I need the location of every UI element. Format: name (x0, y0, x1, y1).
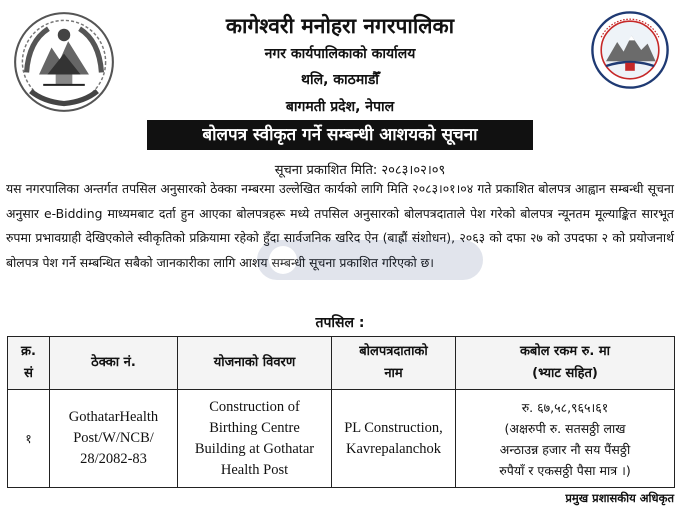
cell-bidder-line: Kavrepalanchok (345, 440, 441, 457)
cell-amount-line: अन्ठाउन्न हजार नौ सय पैंसठ्ठी (499, 441, 631, 457)
nepal-government-emblem-icon (12, 10, 116, 114)
header-amount-line: (भ्याट सहित) (532, 366, 598, 381)
cell-project-line: Health Post (220, 461, 289, 478)
cell-amount-line: (अक्षरुपी रु. सतसठ्ठी लाख (504, 420, 626, 436)
cell-bidder-line: PL Construction, (344, 419, 443, 436)
header-bid-amount (456, 337, 675, 390)
cell-amount-line: रु. ६७,५८,९६५।६१ (521, 399, 609, 415)
notice-body-line: यस नगरपालिका अन्तर्गत तपसिल अनुसारको ठेक्का नम्बरमा उल्लेखित कार्यको लागि मिति २०८३।०१।०४ गते प्रकाशित (6, 181, 535, 196)
header-bidder-line: नाम (384, 366, 403, 381)
municipality-logo-icon (590, 10, 670, 90)
cell-contract-line: Post/W/NCB/ (73, 430, 154, 446)
signatory-title: प्रमुख प्रशासकीय अधिकृत (565, 491, 674, 505)
cell-serial: १ (8, 390, 50, 488)
bid-schedule-table (7, 336, 675, 488)
header-serial (8, 337, 50, 390)
cell-project-line: Building at Gothatar (194, 440, 315, 457)
municipality-name: कागेश्वरी मनोहरा नगरपालिका (225, 14, 455, 38)
header-project-description: योजनाको विवरण (178, 337, 332, 390)
schedule-label: तपसिल : (315, 315, 365, 331)
cell-project-line: Construction of (209, 398, 300, 415)
cell-contract-line: 28/2082-83 (80, 451, 147, 467)
notice-body-line: सबैको जानकारीका लागि आशय सम्बन्धी सूचना प्रकाशित गरिएको छ। (124, 254, 434, 270)
cell-bidder-name (332, 390, 456, 488)
cell-contract-no (50, 390, 178, 488)
header-serial-line: सं (24, 366, 33, 381)
header-serial-line: क्र. (21, 344, 36, 359)
office-name: नगर कार्यपालिकाको कार्यालय (264, 46, 416, 62)
cell-contract-line: GothatarHealth (68, 409, 159, 425)
province-line: बागमती प्रदेश, नेपाल (285, 99, 395, 115)
cell-amount-line: रुपैयाँ र एकसठ्ठी पैसा मात्र ।) (499, 462, 631, 478)
notice-body-line: हुँदा सार्वजनिक खरिद ऐन (बाह्रौं संशोधन), २०६३ को दफा २७ को उपदफा २ को प्रयोजनार्थ बोलपत्र पेश गर्ने सम्बन्धित (6, 230, 674, 270)
table-header-row (8, 337, 675, 390)
header-contract-no: ठेक्का नं. (50, 337, 178, 390)
notice-body (6, 177, 674, 275)
header-bidder-line: बोलपत्रदाताको (359, 344, 428, 359)
table-row (8, 390, 675, 488)
published-date: सूचना प्रकाशित मिति: २०८३।०२।०९ (274, 163, 446, 178)
notice-title: बोलपत्र स्वीकृत गर्ने सम्बन्धी आशयको सूचना (147, 120, 533, 150)
notice-body-line: बोलपत्र आह्वान सम्बन्धी सूचना अनुसार e-Bidding माध्यमबाट दर्ता हुन आएका बोलपत्रहरू मध्ये तपसिल अनुसारको (6, 181, 674, 221)
header-amount-line: कबोल रकम रु. मा (519, 344, 611, 359)
notice-body-line: बोलपत्रदाताले पेश गरेको बोलपत्र न्यूनतम मूल्याङ्कित सारभूत रुपमा प्रभावग्राही देखिएकोले स्वीकृतिको प्रक्रियामा रहेको (6, 205, 674, 245)
cell-project-description (178, 390, 332, 488)
cell-bid-amount (456, 390, 675, 488)
office-location: थलि, काठमाडौँ (301, 72, 379, 88)
cell-project-line: Birthing Centre (209, 419, 300, 436)
header-bidder-name (332, 337, 456, 390)
